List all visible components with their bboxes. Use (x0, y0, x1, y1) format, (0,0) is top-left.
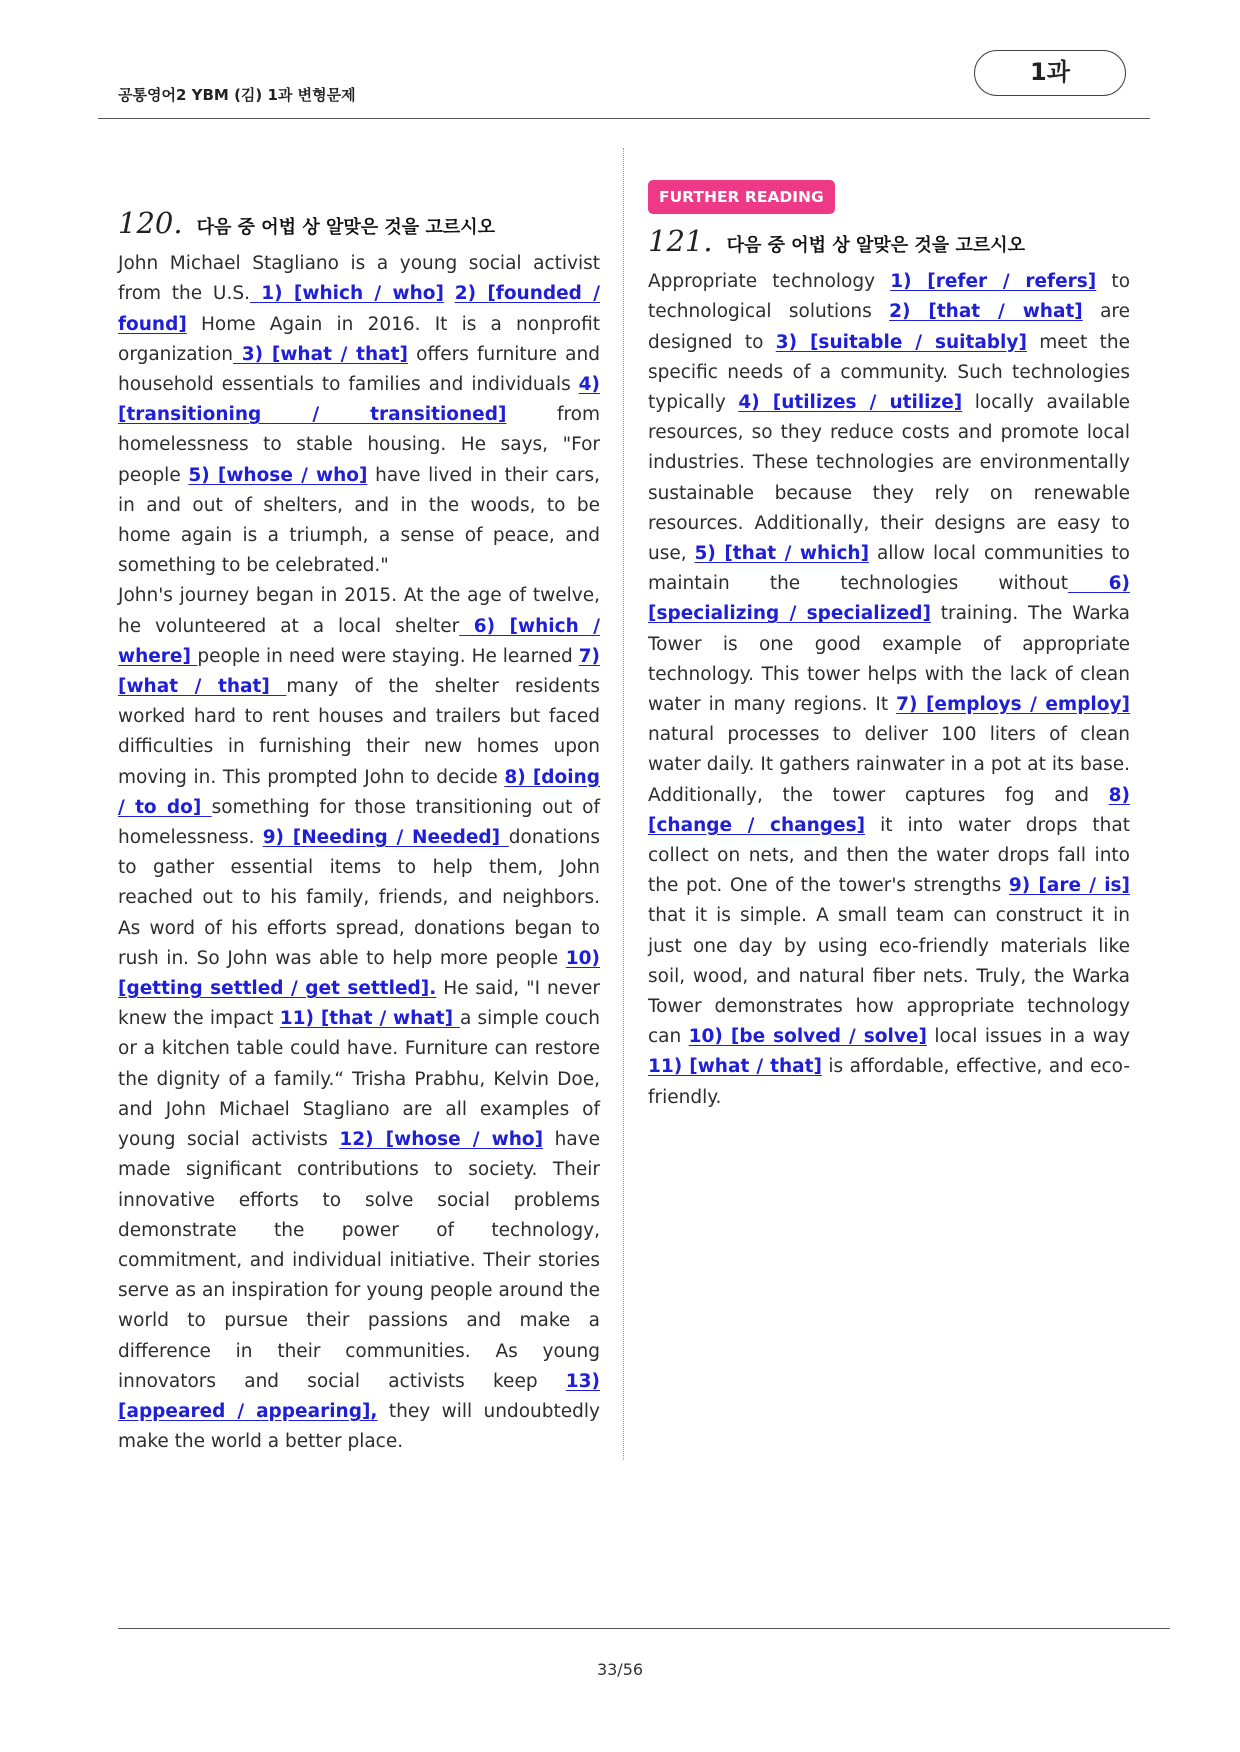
column-divider (623, 148, 624, 1460)
answer-choice[interactable]: 8) [change / changes] (648, 784, 1130, 836)
passage-segment: from homelessness to stable housing. He says, "For people (118, 404, 601, 486)
question-header (118, 208, 600, 243)
answer-choice[interactable]: 5) [whose / who] (188, 464, 368, 486)
header-title: 공통영어2 YBM (김) 1과 변형문제 (118, 86, 356, 104)
answer-choice[interactable]: 1) [which / who] (249, 283, 444, 305)
passage-segment: He said, "I never knew the impact (118, 978, 601, 1030)
question-number: 120. (118, 206, 183, 240)
passage-segment: natural processes to deliver 100 liters of clean water daily. It gathers rainwater in a pot at its base. Additionally, the tower captures fog and (648, 724, 1130, 806)
answer-choice[interactable]: 12) [whose / who] (339, 1129, 544, 1151)
answer-choice[interactable]: 9) [are / is] (1008, 875, 1130, 897)
passage-segment: they will undoubtedly make the world a better place. (118, 1400, 600, 1453)
answer-choice[interactable]: 10) [getting settled / get settled]. (118, 947, 600, 1000)
answer-choice[interactable]: 5) [that / which] (694, 543, 870, 565)
answer-choice[interactable]: 2) [that / what] (889, 301, 1083, 323)
answer-choice[interactable]: 13) [appeared / appearing], (118, 1370, 600, 1422)
header-divider (98, 118, 1150, 119)
answer-choice[interactable]: 3) [suitable / suitably] (775, 331, 1027, 353)
passage-segment: is affordable, effective, and eco-friendly. (648, 1056, 1130, 1108)
question-instruction: 다음 중 어법 상 알맞은 것을 고르시오 (726, 235, 1025, 256)
passage-segment: John's journey began in 2015. At the age of twelve, he volunteered at a local shelter (118, 585, 600, 637)
answer-choice[interactable]: 6) [which / where] (118, 615, 600, 667)
question-120 (118, 208, 600, 1457)
passage-segment: to technological solutions (648, 271, 1131, 323)
passage-segment: donations to gather essential items to help them, John reached out to his family, friends, and neighbors. As word of his efforts spread, donations began to rush in. So John was able to help more people (118, 827, 600, 969)
answer-choice[interactable]: 4) [utilizes / utilize] (738, 392, 963, 414)
passage-segment: local issues in a way (926, 1026, 1130, 1048)
passage-segment: it into water drops that collect on nets, and then the water drops fall into the pot. One of the tower's strengths (648, 814, 1130, 897)
passage-segment: locally available resources, so they reduce costs and promote local industries. These technologies are environmentally sustainable because they rely on renewable resources. Additionally, their designs are easy to use, (648, 392, 1131, 565)
answer-choice[interactable]: 2) [founded / found] (118, 283, 600, 335)
answer-choice[interactable]: 11) [that / what] (279, 1008, 460, 1030)
page-number: 33/56 (596, 1660, 644, 1679)
answer-choice[interactable]: 6) [specializing / specialized] (648, 573, 1130, 625)
answer-choice[interactable]: 9) [Needing / Needed] (262, 827, 509, 849)
answer-choice[interactable]: 8) [doing / to do] (118, 766, 601, 818)
passage-segment: are designed to (648, 301, 1130, 353)
footer-divider (118, 1628, 1170, 1629)
passage-segment: have lived in their cars, in and out of shelters, and in the woods, to be home again is a triumph, a sense of peace, and something to be celebrated." (118, 464, 600, 577)
passage-segment: people in need were staying. He learned (197, 645, 579, 667)
answer-choice[interactable]: 11) [what / that] (648, 1056, 822, 1078)
answer-choice[interactable]: 10) [be solved / solve] (688, 1026, 927, 1048)
question-instruction: 다음 중 어법 상 알맞은 것을 고르시오 (196, 217, 495, 238)
passage-segment: training. The Warka Tower is one good example of appropriate technology. This tower helps with the lack of clean water in many regions. It (648, 603, 1130, 716)
passage-segment (444, 283, 455, 304)
answer-choice[interactable]: 7) [employs / employ] (896, 694, 1131, 716)
passage-segment: that it is simple. A small team can construct it in just one day by using eco-friendly materials like soil, wood, and natural fiber nets. Truly, the Warka Tower demonstrates how appropriate technology can (648, 905, 1130, 1048)
lesson-badge: 1과 (974, 50, 1126, 96)
passage-text (118, 249, 600, 1457)
answer-choice[interactable]: 4) [transitioning / transitioned] (118, 374, 600, 426)
passage-segment: many of the shelter residents worked hard to rent houses and trailers but faced difficulties in furnishing their new homes upon moving in. This prompted John to decide (118, 676, 600, 788)
question-number: 121. (648, 224, 713, 258)
passage-text (648, 267, 1130, 1113)
passage-segment: something for those transitioning out of homelessness. (118, 796, 600, 849)
answer-choice[interactable]: 3) [what / that] (233, 343, 408, 365)
answer-choice[interactable]: 1) [refer / refers] (890, 271, 1097, 293)
question-121 (648, 180, 1130, 1113)
question-header (648, 226, 1130, 261)
answer-choice[interactable]: 7) [what / that] (118, 645, 601, 698)
passage-segment: Home Again in 2016. It is a nonprofit organization (118, 313, 600, 365)
passage-segment: offers furniture and household essentials to families and individuals (118, 343, 600, 396)
passage-segment: John Michael Stagliano is a young social activist from the U.S. (118, 253, 600, 305)
passage-segment: have made significant contributions to society. Their innovative efforts to solve social problems demonstrate the power of technology, commitment, and individual initiative. Their stories serve as an inspiration for young people around the world to pursue their passions and make a difference in their communities. As young innovators and social activists keep (118, 1129, 600, 1392)
further-reading-tag: FURTHER READING (648, 180, 835, 214)
passage-segment: meet the specific needs of a community. Such technologies typically (648, 331, 1130, 414)
passage-segment: allow local communities to maintain the technologies without (648, 543, 1130, 595)
passage-segment: Appropriate technology (648, 271, 891, 293)
passage-segment: a simple couch or a kitchen table could have. Furniture can restore the dignity of a family.“ Trisha Prabhu, Kelvin Doe, and John Michael Stagliano are all examples of young social activists (118, 1008, 600, 1151)
